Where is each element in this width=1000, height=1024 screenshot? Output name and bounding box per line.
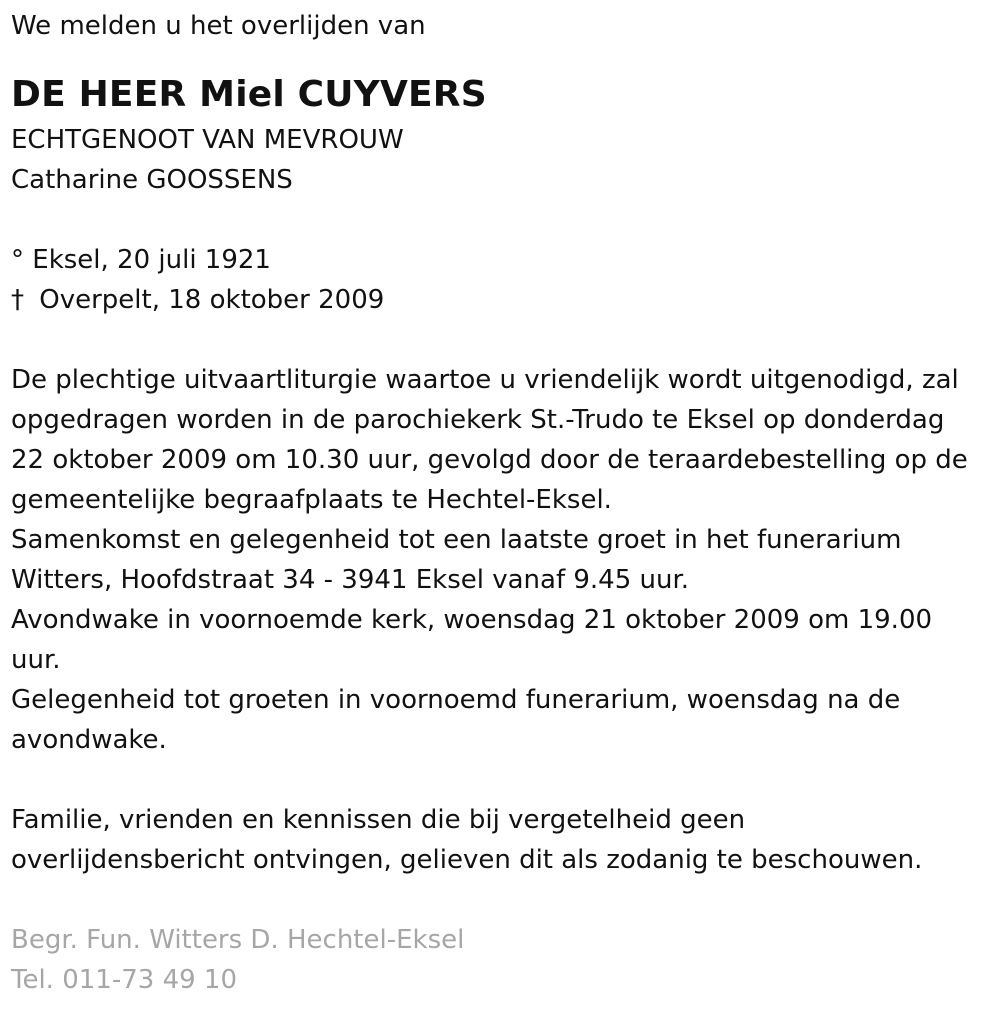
ceremony-paragraph	[11, 360, 1000, 760]
paragraph-line: avondwake.	[11, 725, 167, 755]
intro-text: We melden u het overlijden van	[11, 11, 426, 41]
cross-icon: †	[11, 285, 24, 315]
paragraph-line: Witters, Hoofdstraat 34 - 3941 Eksel vanaf 9.45 uur.	[11, 565, 690, 595]
birth-line	[11, 240, 1000, 280]
paragraph-line: uur.	[11, 645, 61, 675]
birth-symbol: °	[11, 245, 24, 275]
paragraph-line: Samenkomst en gelegenheid tot een laatste groet in het funerarium	[11, 525, 902, 555]
paragraph-line: Gelegenheid tot groeten in voornoemd funerarium, woensdag na de	[11, 685, 901, 715]
paragraph-line: De plechtige uitvaartliturgie waartoe u vriendelijk wordt uitgenodigd, zal	[11, 365, 959, 395]
spacer	[11, 880, 1000, 920]
spacer	[11, 760, 1000, 800]
funeral-home-phone: Tel. 011-73 49 10	[11, 965, 238, 995]
death-line	[11, 280, 1000, 320]
paragraph-line: Avondwake in voornoemde kerk, woensdag 21 oktober 2009 om 19.00	[11, 605, 933, 635]
closing-line: Familie, vrienden en kennissen die bij vergetelheid geen	[11, 805, 746, 835]
closing-line: overlijdensbericht ontvingen, gelieven dit als zodanig te beschouwen.	[11, 845, 923, 875]
spacer	[11, 200, 1000, 240]
paragraph-line: opgedragen worden in de parochiekerk St.-Trudo te Eksel op donderdag	[11, 405, 945, 435]
deceased-name: DE HEER Miel CUYVERS	[11, 74, 487, 115]
paragraph-line: gemeentelijke begraafplaats te Hechtel-Eksel.	[11, 485, 612, 515]
spouse-line-2: Catharine GOOSSENS	[11, 165, 293, 195]
birth-details: Eksel, 20 juli 1921	[32, 245, 271, 275]
spouse-line-1: ECHTGENOOT VAN MEVROUW	[11, 125, 404, 155]
death-details: Overpelt, 18 oktober 2009	[39, 285, 385, 315]
closing-paragraph	[11, 800, 1000, 880]
spacer	[11, 320, 1000, 360]
funeral-home: Begr. Fun. Witters D. Hechtel-Eksel	[11, 925, 465, 955]
paragraph-line: 22 oktober 2009 om 10.30 uur, gevolgd door de teraardebestelling op de	[11, 445, 968, 475]
